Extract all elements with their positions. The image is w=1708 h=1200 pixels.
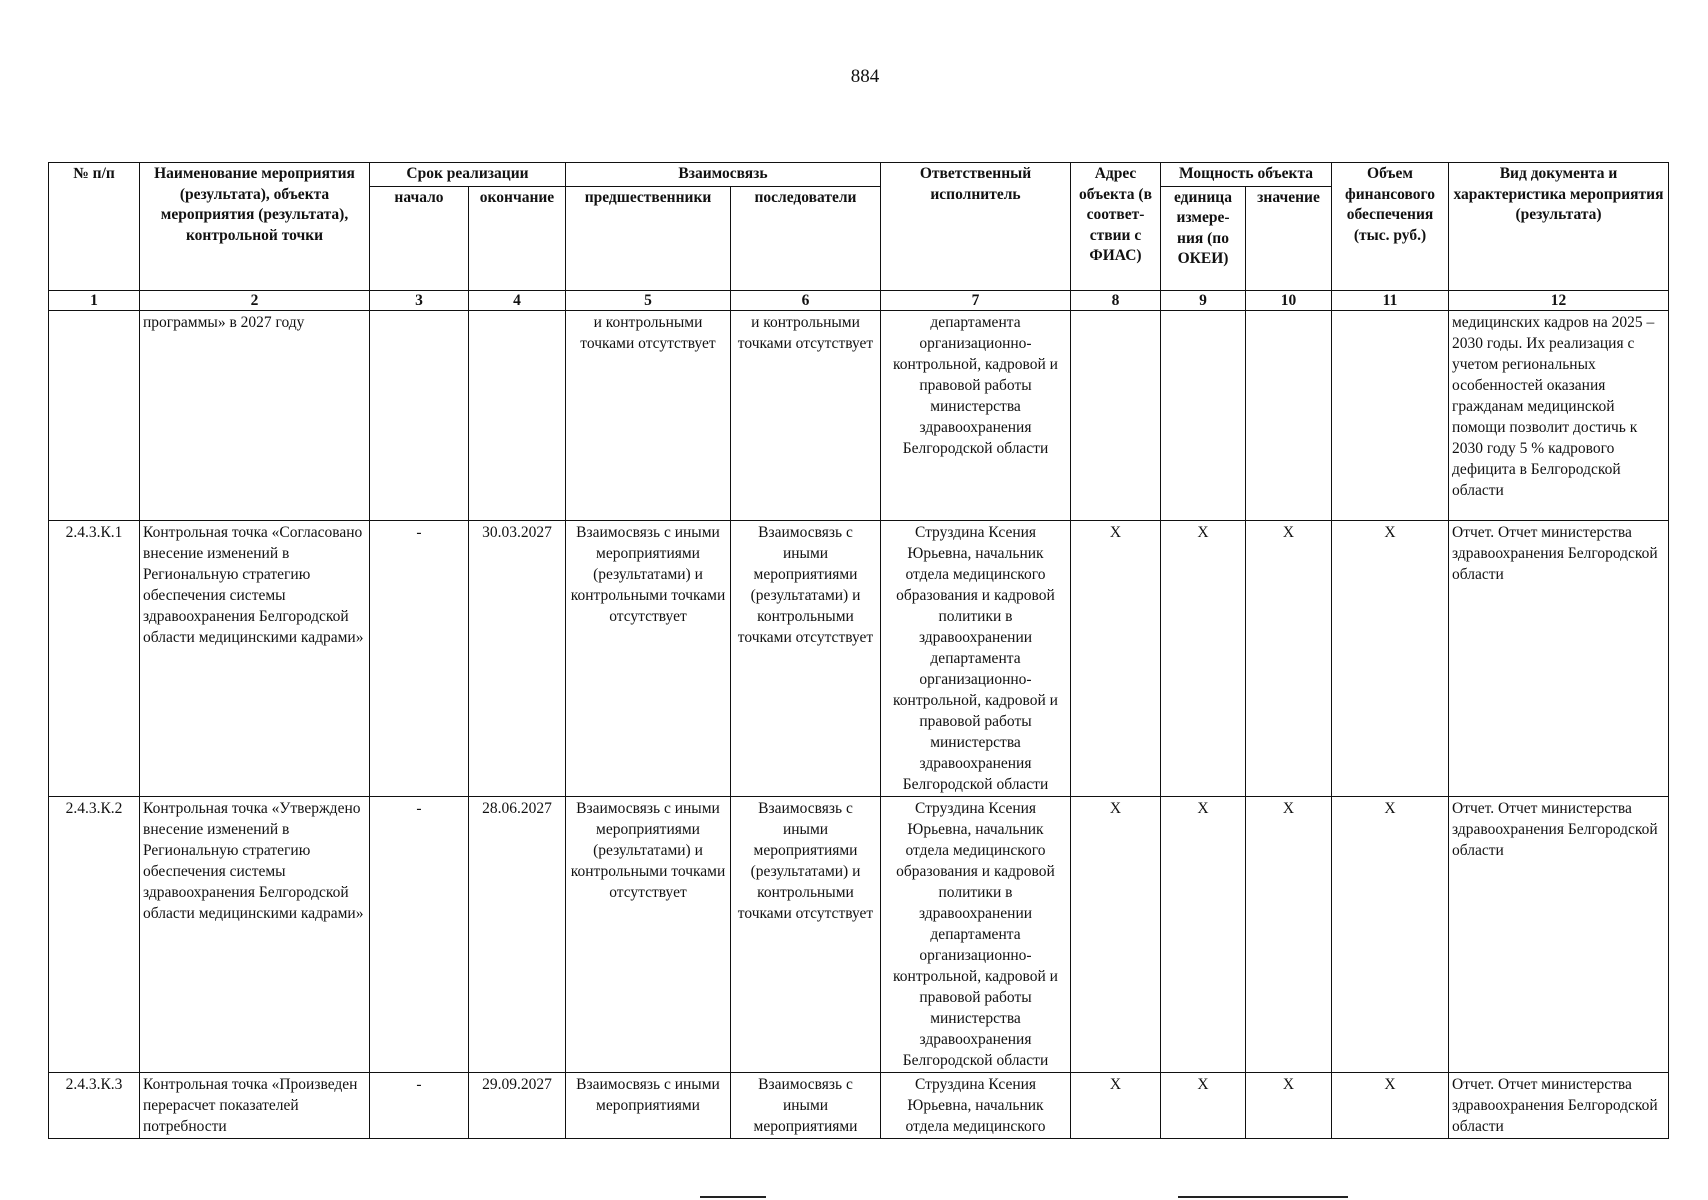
row-start: - (370, 796, 469, 1072)
row-name: Контрольная точка «Согласовано внесение изменений в Региональную стратегию обеспечения системы здравоохранения Белгородской области медицинскими кадрами» (140, 520, 370, 796)
row-name: Контрольная точка «Произведен перерасчет показателей потребности (140, 1072, 370, 1138)
row-num: 2.4.3.К.3 (49, 1072, 140, 1138)
column-number: 10 (1246, 290, 1332, 310)
row-predecessors: Взаимосвязь с иными мероприятиями (результатами) и контрольными точками отсутствует (566, 796, 731, 1072)
row-address: X (1071, 1072, 1161, 1138)
row-end (469, 310, 566, 520)
row-start (370, 310, 469, 520)
row-unit: X (1161, 520, 1246, 796)
header-address: Адрес объекта (в соответ-ствии с ФИАС) (1071, 163, 1161, 291)
column-number: 11 (1332, 290, 1449, 310)
row-value (1246, 310, 1332, 520)
row-successors: Взаимосвязь с иными мероприятиями (731, 1072, 881, 1138)
row-doc: медицинских кадров на 2025 – 2030 годы. Их реализация с учетом региональных особенностей оказания гражданам медицинской помощи позволит достичь к 2030 году 5 % кадрового дефицита в Белгородской области (1449, 310, 1669, 520)
header-name: Наименование мероприятия (результата), объекта мероприятия (результата), контрольной точки (140, 163, 370, 291)
row-num: 2.4.3.К.1 (49, 520, 140, 796)
row-predecessors: Взаимосвязь с иными мероприятиями (566, 1072, 731, 1138)
header-period: Срок реализации (370, 163, 566, 187)
column-number: 5 (566, 290, 731, 310)
row-doc: Отчет. Отчет министерства здравоохранения Белгородской области (1449, 1072, 1669, 1138)
row-value: X (1246, 796, 1332, 1072)
row-unit: X (1161, 796, 1246, 1072)
column-number: 2 (140, 290, 370, 310)
column-number: 1 (49, 290, 140, 310)
table-header (49, 163, 1669, 311)
row-start: - (370, 520, 469, 796)
header-num: № п/п (49, 163, 140, 291)
row-end: 28.06.2027 (469, 796, 566, 1072)
table-row (49, 520, 1669, 796)
column-number: 3 (370, 290, 469, 310)
header-relation-pred: предшественники (566, 186, 731, 290)
row-responsible: Струздина Ксения Юрьевна, начальник отдела медицинского (881, 1072, 1071, 1138)
row-name: программы» в 2027 году (140, 310, 370, 520)
column-number: 8 (1071, 290, 1161, 310)
header-capacity: Мощность объекта (1161, 163, 1332, 187)
row-finance (1332, 310, 1449, 520)
row-finance: X (1332, 1072, 1449, 1138)
header-capacity-unit: единица измере-ния (по ОКЕИ) (1161, 186, 1246, 290)
plan-table (48, 162, 1669, 1139)
row-unit (1161, 310, 1246, 520)
row-successors: и контрольными точками отсутствует (731, 310, 881, 520)
header-period-end: окончание (469, 186, 566, 290)
footer-rule (700, 1196, 766, 1198)
column-number: 7 (881, 290, 1071, 310)
footer-rule (1178, 1196, 1348, 1198)
row-predecessors: Взаимосвязь с иными мероприятиями (результатами) и контрольными точками отсутствует (566, 520, 731, 796)
header-finance: Объем финансового обеспечения (тыс. руб.) (1332, 163, 1449, 291)
page-number: 884 (850, 66, 880, 87)
row-responsible: Струздина Ксения Юрьевна, начальник отдела медицинского образования и кадровой политики в здравоохранении департамента организационно-контрольной, кадровой и правовой работы министерства здравоохранения Белгородской области (881, 796, 1071, 1072)
row-successors: Взаимосвязь с иными мероприятиями (результатами) и контрольными точками отсутствует (731, 796, 881, 1072)
row-doc: Отчет. Отчет министерства здравоохранения Белгородской области (1449, 520, 1669, 796)
row-unit: X (1161, 1072, 1246, 1138)
row-finance: X (1332, 520, 1449, 796)
row-value: X (1246, 1072, 1332, 1138)
header-doc: Вид документа и характеристика мероприятия (результата) (1449, 163, 1669, 291)
row-finance: X (1332, 796, 1449, 1072)
header-period-start: начало (370, 186, 469, 290)
row-address: X (1071, 520, 1161, 796)
table-row (49, 1072, 1669, 1138)
row-name: Контрольная точка «Утверждено внесение изменений в Региональную стратегию обеспечения системы здравоохранения Белгородской области медицинскими кадрами» (140, 796, 370, 1072)
header-capacity-value: значение (1246, 186, 1332, 290)
row-num: 2.4.3.К.2 (49, 796, 140, 1072)
header-relation-succ: последователи (731, 186, 881, 290)
row-end: 30.03.2027 (469, 520, 566, 796)
column-number: 12 (1449, 290, 1669, 310)
header-responsible: Ответственный исполнитель (881, 163, 1071, 291)
row-value: X (1246, 520, 1332, 796)
header-relation: Взаимосвязь (566, 163, 881, 187)
row-end: 29.09.2027 (469, 1072, 566, 1138)
table-row (49, 310, 1669, 520)
row-successors: Взаимосвязь с иными мероприятиями (результатами) и контрольными точками отсутствует (731, 520, 881, 796)
row-doc: Отчет. Отчет министерства здравоохранения Белгородской области (1449, 796, 1669, 1072)
column-number: 9 (1161, 290, 1246, 310)
row-predecessors: и контрольными точками отсутствует (566, 310, 731, 520)
row-responsible: Струздина Ксения Юрьевна, начальник отдела медицинского образования и кадровой политики в здравоохранении департамента организационно-контрольной, кадровой и правовой работы министерства здравоохранения Белгородской области (881, 520, 1071, 796)
row-start: - (370, 1072, 469, 1138)
column-number: 4 (469, 290, 566, 310)
row-address (1071, 310, 1161, 520)
row-address: X (1071, 796, 1161, 1072)
column-number: 6 (731, 290, 881, 310)
column-number-row (49, 290, 1669, 310)
table-row (49, 796, 1669, 1072)
row-responsible: департамента организационно-контрольной, кадровой и правовой работы министерства здравоохранения Белгородской области (881, 310, 1071, 520)
row-num (49, 310, 140, 520)
